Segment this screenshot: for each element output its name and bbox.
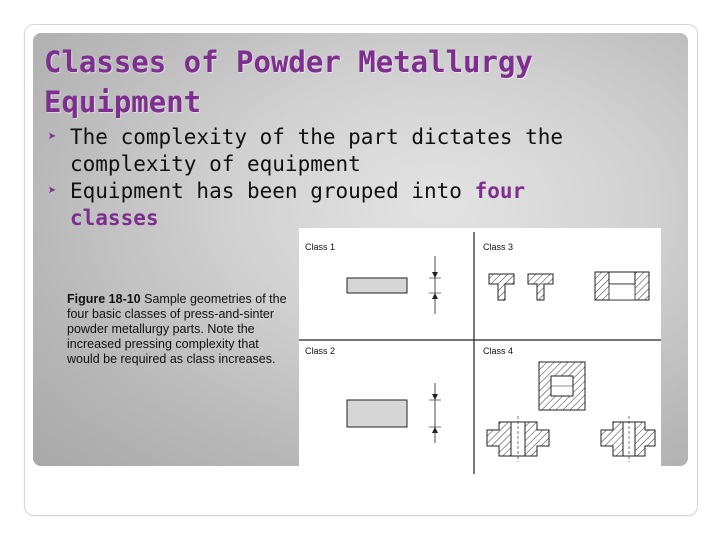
class-1-label: Class 1	[305, 242, 336, 252]
class-2-label: Class 2	[305, 346, 336, 356]
class-2-part	[347, 383, 441, 443]
bullet-highlight: four classes	[70, 179, 526, 230]
figure-caption	[67, 292, 287, 367]
classes-diagram	[299, 228, 661, 474]
class-3-label: Class 3	[483, 242, 514, 252]
bullet-item	[48, 178, 608, 232]
bullet-item	[48, 124, 608, 178]
bullet-text: The complexity of the part dictates the complexity of equipment	[70, 125, 564, 176]
class-4-part-b	[487, 416, 549, 462]
class-3-part-b	[528, 274, 553, 300]
bullet-list	[48, 124, 608, 232]
class-3-part-a	[489, 274, 514, 300]
arrow-bullet-icon: ➤	[48, 183, 57, 199]
slide-title: Classes of Powder Metallurgy Equipment	[44, 45, 533, 119]
class-4-label: Class 4	[483, 346, 514, 356]
class-1-part	[347, 256, 441, 314]
bullet-text: Equipment has been grouped into	[70, 179, 475, 203]
arrow-bullet-icon: ➤	[48, 129, 57, 145]
class-3-part-c	[595, 272, 649, 300]
class-4-part-c	[601, 416, 655, 462]
figure-image	[299, 228, 661, 474]
class-4-part-a	[539, 362, 585, 410]
caption-label: Figure 18-10	[67, 292, 141, 306]
caption-text: Sample geometries of the four basic classes of press-and-sinter powder metallurgy parts. Note the increased pressing complexity that would be required as class increases.	[67, 292, 287, 366]
